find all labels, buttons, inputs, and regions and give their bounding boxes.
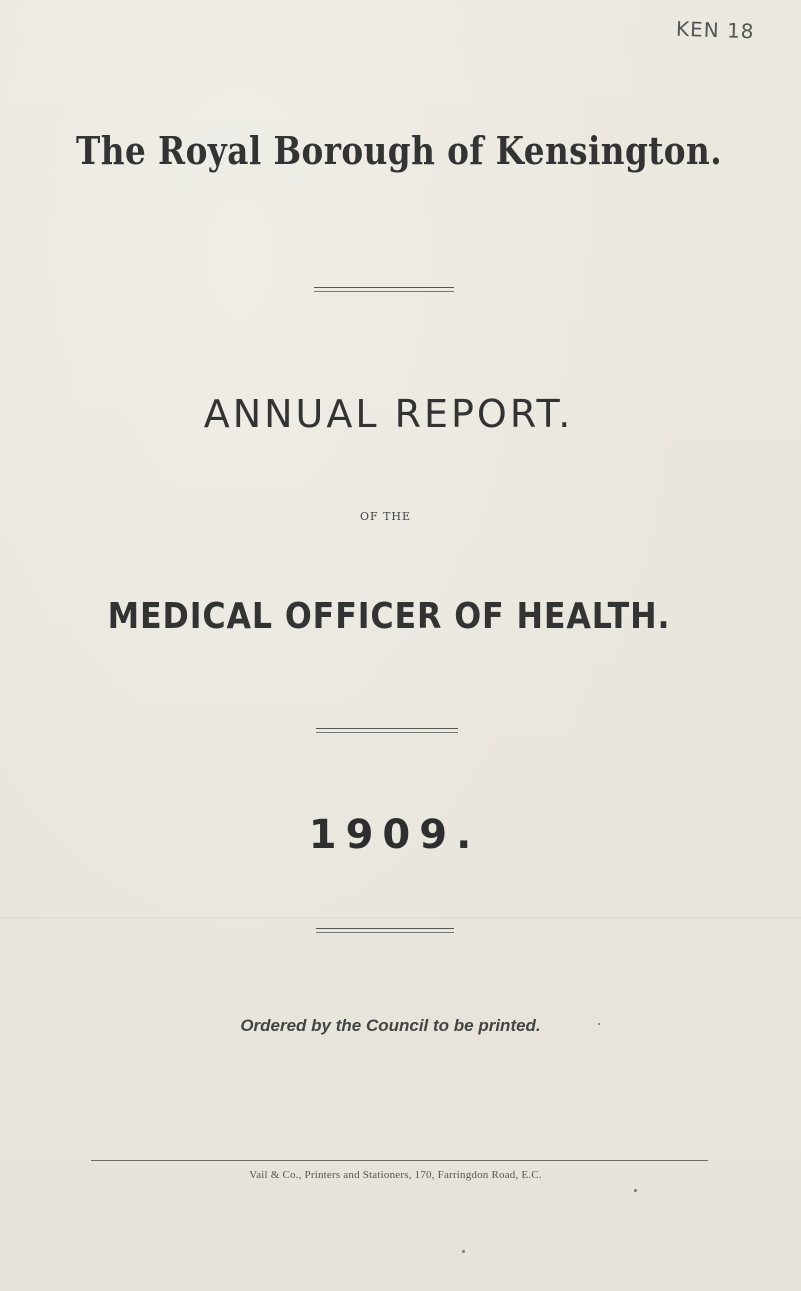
imprint-rule <box>91 1160 708 1161</box>
officer-title: MEDICAL OFFICER OF HEALTH. <box>107 596 671 637</box>
paper-speck <box>598 1023 600 1025</box>
divider-rule <box>314 287 454 292</box>
paper-speck <box>462 1250 465 1253</box>
report-year: 1909. <box>308 812 481 858</box>
paper-speck <box>634 1189 637 1192</box>
divider-rule <box>316 728 458 733</box>
page-fold <box>0 917 801 919</box>
report-title: ANNUAL REPORT. <box>203 392 574 436</box>
printer-imprint: Vail & Co., Printers and Stationers, 170, Farringdon Road, E.C. <box>249 1169 542 1181</box>
divider-rule <box>316 928 454 933</box>
connector-text: OF THE <box>359 510 412 523</box>
borough-title: The Royal Borough of Kensington. <box>76 128 723 173</box>
ordered-note: Ordered by the Council to be printed. <box>240 1016 541 1035</box>
catalog-mark: KEN 18 <box>675 16 755 44</box>
